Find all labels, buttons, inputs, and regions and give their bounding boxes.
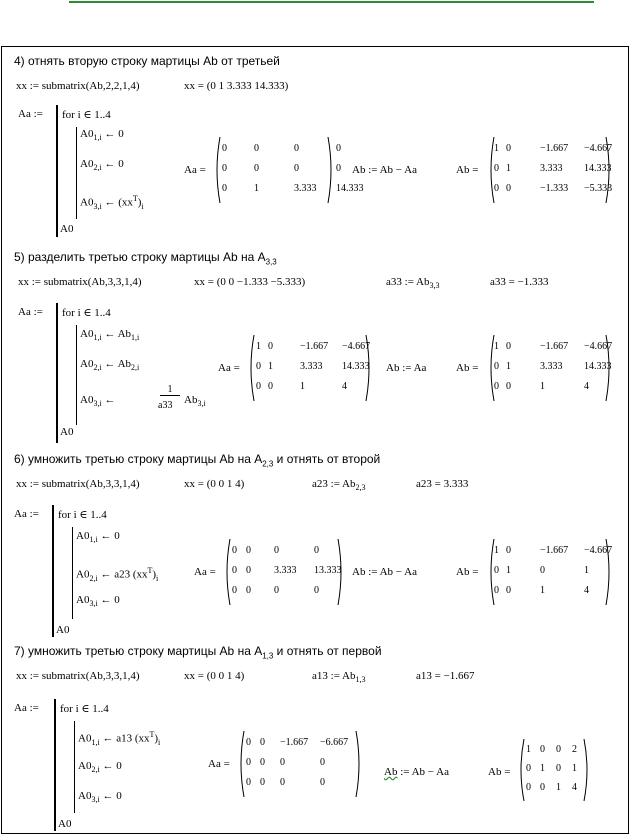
matrix-cell: 1 [540,381,545,392]
section-5-operation: Ab := Aa [386,362,427,374]
matrix-cell: 0 [320,757,325,768]
matrix-cell: 0 [506,545,511,556]
matrix-cell: 4 [572,781,577,793]
matrix-cell: 1 [584,565,589,576]
matrix-cell: 1 [506,163,511,174]
matrix-cell: 0 [506,183,511,194]
section-7-title: 7) умножить третью строку мартицы Ab на $A_{1,3}$ и отнять от первой [14,644,382,661]
section-6-aa-label: Aa = [194,566,216,578]
matrix-cell: 0 [494,361,499,372]
section-5-line-3-ab: $Ab_{3,i}$ [184,394,206,409]
matrix-cell: 4 [342,381,347,392]
section-6-program-bar [52,505,54,637]
matrix-cell: 0 [314,545,319,556]
section-6-ab-matrix [488,538,612,606]
matrix-cell: −6.667 [320,737,349,748]
matrix-cell: 0 [494,163,499,174]
section-4-line-2: $A0_{2,i}$ ← 0 [80,158,124,173]
matrix-cell: 1 [494,545,499,556]
section-7-a13-value: a13 = −1.667 [416,670,475,682]
section-7-aa-assign: Aa := [14,702,39,714]
section-7-ab-label: Ab = [488,766,511,778]
matrix-cell: 0 [246,585,251,596]
section-5-return: A0 [60,426,74,438]
matrix-cell: −1.333 [540,183,569,194]
matrix-cell: 0 [280,757,285,768]
section-7-line-1: $A0_{1,i}$ ← a13 $(xx^T)_i$ [78,730,161,747]
matrix-cell: 0 [222,143,227,154]
section-5-a33-def: a33 := $Ab_{3,3}$ [386,276,440,291]
section-7-line-2: $A0_{2,i}$ ← 0 [78,760,122,775]
matrix-cell: 4 [584,585,589,596]
section-4-loop-bar [76,127,77,219]
matrix-cell: 0 [232,545,237,556]
matrix-cell: 0 [246,757,251,768]
section-6-aa-assign: Aa := [14,508,39,520]
matrix-cell: 1 [506,361,511,372]
section-4-aa-matrix [214,136,364,204]
section-4-program-bar [56,105,58,237]
matrix-cell: 0 [232,565,237,576]
section-6-loop-bar [72,527,73,619]
matrix-cell: 0 [540,781,545,793]
matrix-cell: 3.333 [540,361,563,372]
section-4-aa-assign: Aa := [18,108,43,120]
matrix-cell: 0 [274,545,279,556]
section-5-a33-value: a33 = −1.333 [490,276,549,288]
section-7-ab-matrix [518,738,590,802]
matrix-cell: 0 [268,381,273,392]
matrix-cell: 0 [260,737,265,748]
matrix-cell: 1 [556,781,561,793]
left-parenthesis [241,731,244,797]
section-7-a13-def: a13 := $Ab_{1,3}$ [312,670,366,685]
section-7-aa-label: Aa = [208,758,230,770]
section-6-ab-label: Ab = [456,566,479,578]
section-4-line-1: $A0_{1,i}$ ← 0 [80,128,124,143]
matrix-cell: 0 [526,781,531,793]
matrix-cell: 3.333 [300,361,323,372]
section-4-line-3: $A0_{3,i}$ ← $(xx^T)_i$ [80,194,144,211]
section-4-ab-matrix [488,136,612,204]
matrix-cell: 0 [314,585,319,596]
matrix-cell: 14.333 [342,361,370,372]
section-6-return: A0 [56,624,70,636]
matrix-cell: 0 [222,163,227,174]
matrix-cell: 14.333 [336,183,364,194]
left-parenthesis [227,539,230,605]
top-divider-line [69,1,594,3]
section-7-program-bar [54,699,56,831]
section-4-xx-value: xx = (0 1 3.333 14.333) [184,80,289,92]
left-parenthesis [251,335,254,401]
section-4-title: 4) отнять вторую строку мартицы Ab от третьей [14,54,280,68]
matrix-cell: 4 [584,381,589,392]
matrix-cell: 0 [494,183,499,194]
matrix-cell: 0 [274,585,279,596]
matrix-cell: 0 [556,763,561,774]
section-5-line-2: $A0_{2,i}$ ← $Ab_{2,i}$ [80,358,140,373]
section-7-xx-value: xx = (0 0 1 4) [184,670,245,682]
section-7-return: A0 [58,818,72,830]
section-5-xx-value: xx = (0 0 −1.333 −5.333) [194,276,306,288]
section-6-line-3: $A0_{3,i}$ ← 0 [76,594,120,609]
matrix-cell: 0 [336,163,341,174]
matrix-cell: 1 [268,361,273,372]
matrix-cell: 1 [540,763,545,774]
matrix-cell: 0 [526,763,531,774]
matrix-cell: 0 [506,341,511,352]
matrix-cell: 0 [494,565,499,576]
matrix-cell: −1.667 [540,545,569,556]
section-7-aa-matrix [238,730,362,798]
matrix-cell: 0 [260,757,265,768]
matrix-cell: 3.333 [540,163,563,174]
matrix-cell: 0 [556,744,561,756]
matrix-cell: 0 [254,143,259,154]
matrix-cell: 3.333 [274,565,297,576]
matrix-cell: 1 [540,585,545,596]
matrix-cell: 0 [246,737,251,748]
section-5-aa-matrix [248,334,372,402]
matrix-cell: −1.667 [300,341,329,352]
section-4-return: A0 [60,223,74,235]
matrix-cell: 1 [494,143,499,154]
section-5-ab-label: Ab = [456,362,479,374]
right-parenthesis [328,137,331,203]
section-5-aa-assign: Aa := [18,306,43,318]
section-6-xx-def: xx := submatrix(Ab,3,3,1,4) [16,478,140,490]
section-6-line-1: $A0_{1,i}$ ← 0 [76,530,120,545]
matrix-cell: 1 [256,341,261,352]
section-7-for-loop: for i ∈ 1..4 [60,703,109,715]
matrix-cell: −1.667 [280,737,309,748]
matrix-cell: 1 [494,341,499,352]
matrix-cell: 1 [254,183,259,194]
matrix-cell: 0 [494,381,499,392]
matrix-cell: 0 [540,565,545,576]
matrix-cell: 0 [506,381,511,392]
section-6-a23-value: a23 = 3.333 [416,478,469,490]
section-4-xx-def: xx := submatrix(Ab,2,2,1,4) [16,80,140,92]
matrix-cell: 0 [268,341,273,352]
matrix-cell: −5.333 [584,183,613,194]
section-5-ab-matrix [488,334,612,402]
matrix-cell: 0 [506,143,511,154]
matrix-cell: −1.667 [540,341,569,352]
section-5-for-loop: for i ∈ 1..4 [62,307,111,319]
section-5-program-bar [56,303,58,443]
matrix-cell: 14.333 [584,163,612,174]
matrix-cell: 0 [232,585,237,596]
matrix-cell: 3.333 [294,183,317,194]
right-parenthesis [356,731,359,797]
matrix-cell: 1 [572,763,577,774]
matrix-cell: −4.667 [342,341,371,352]
matrix-cell: 1 [526,744,531,756]
section-5-line-3: $A0_{3,i}$ ← [80,394,116,409]
matrix-cell: 0 [320,777,325,788]
matrix-cell: 0 [246,565,251,576]
section-5-xx-def: xx := submatrix(Ab,3,3,1,4) [18,276,142,288]
section-7-xx-def: xx := submatrix(Ab,3,3,1,4) [16,670,140,682]
matrix-cell: −4.667 [584,143,613,154]
matrix-cell: 0 [294,143,299,154]
matrix-cell: −1.667 [540,143,569,154]
matrix-cell: 0 [494,585,499,596]
matrix-cell: 2 [572,744,577,756]
right-parenthesis [584,739,587,801]
section-6-operation: Ab := Ab − Aa [352,566,417,578]
section-4-for-loop: for i ∈ 1..4 [62,109,111,121]
section-6-title: 6) умножить третью строку мартицы Ab на $A_{2,3}$ и отнять от второй [14,452,381,469]
matrix-cell: 0 [256,361,261,372]
section-5-aa-label: Aa = [218,362,240,374]
matrix-cell: 0 [256,381,261,392]
matrix-cell: 0 [294,163,299,174]
matrix-cell: 0 [260,777,265,788]
section-7-operation: Ab := Ab − Aa [384,766,449,778]
matrix-cell: 0 [280,777,285,788]
section-6-line-2: $A0_{2,i}$ ← a23 $(xx^T)_i$ [76,566,159,583]
matrix-cell: 0 [540,744,545,756]
matrix-cell: 14.333 [584,361,612,372]
section-6-a23-def: a23 := $Ab_{2,3}$ [312,478,366,493]
section-4-ab-label: Ab = [456,164,479,176]
section-6-for-loop: for i ∈ 1..4 [58,509,107,521]
section-7-loop-bar [74,721,75,813]
section-5-title: 5) разделить третью строку мартицы Ab на $A_{3,3}$ [14,250,277,267]
left-parenthesis [217,137,220,203]
matrix-cell: 0 [222,183,227,194]
section-5-loop-bar [76,325,77,425]
matrix-cell: 1 [300,381,305,392]
left-parenthesis [521,739,524,801]
matrix-cell: 0 [506,585,511,596]
matrix-cell: −4.667 [584,545,613,556]
matrix-cell: −4.667 [584,341,613,352]
matrix-cell: 1 [506,565,511,576]
section-4-operation: Ab := Ab − Aa [352,164,417,176]
matrix-cell: 0 [246,545,251,556]
section-5-line-1: $A0_{1,i}$ ← $Ab_{1,i}$ [80,328,140,343]
section-5-fraction-numerator: 1 [160,384,180,396]
section-6-xx-value: xx = (0 0 1 4) [184,478,245,490]
matrix-cell: 0 [246,777,251,788]
section-6-aa-matrix [224,538,344,606]
matrix-cell: 0 [254,163,259,174]
matrix-cell: 13.333 [314,565,342,576]
section-7-line-3: $A0_{3,i}$ ← 0 [78,790,122,805]
section-4-aa-label: Aa = [184,164,206,176]
section-5-fraction-denominator: a33 [158,400,173,411]
matrix-cell: 0 [336,143,341,154]
